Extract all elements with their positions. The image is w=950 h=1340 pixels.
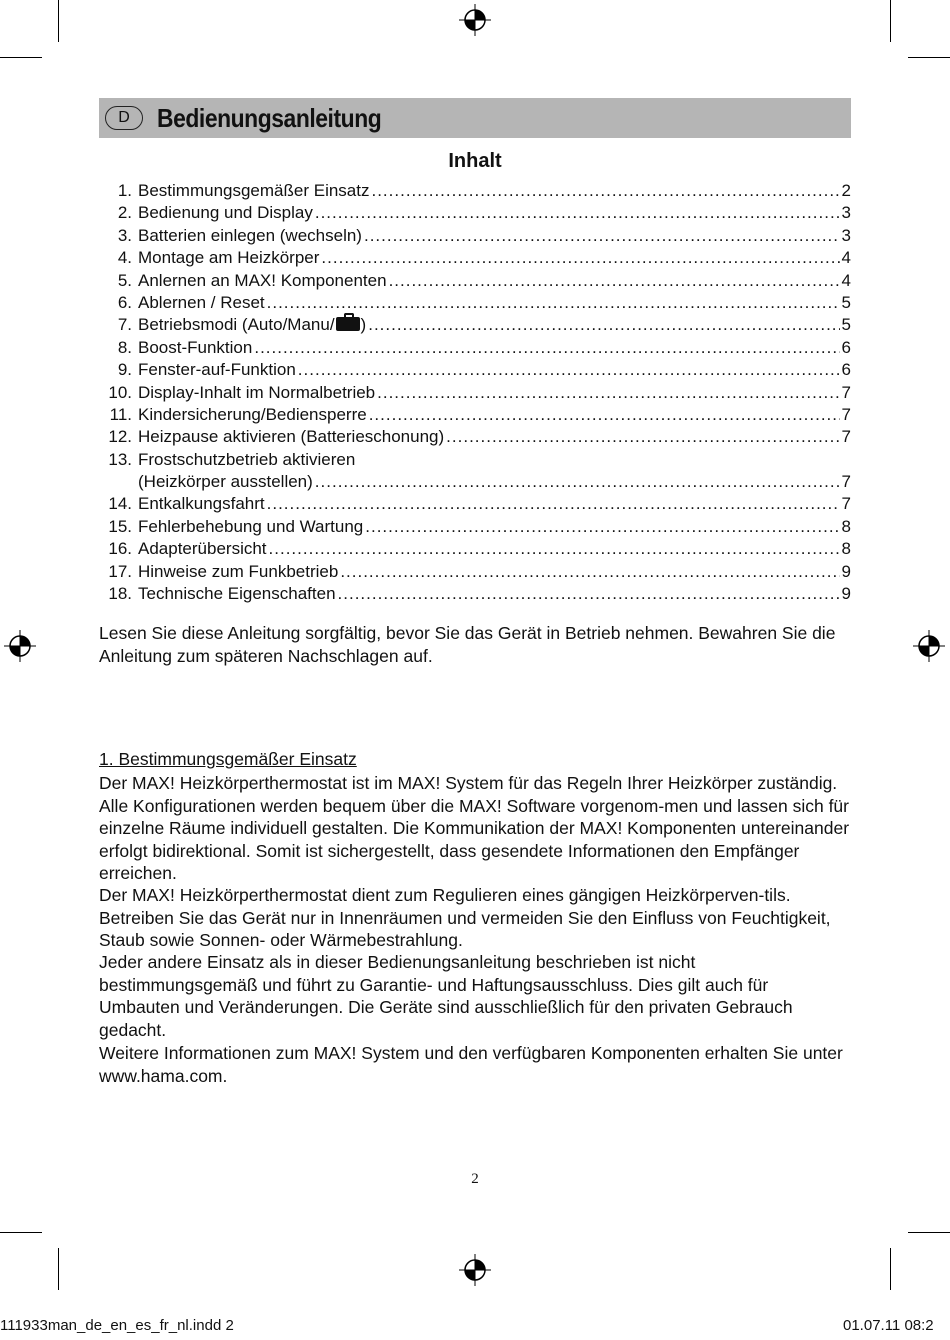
- section-paragraph: Der MAX! Heizkörperthermostat dient zum Regulieren eines gängigen Heizkörperven-tils. Betreiben Sie das Gerät nur in Innenräumen und vermeiden Sie den Einfluss von Feuchtigkeit, Staub sowie Sonnen- oder Wärmebestrahlung.: [99, 885, 831, 950]
- toc-leader-dots: [340, 561, 839, 583]
- section-paragraph: Der MAX! Heizkörperthermostat ist im MAX! System für das Regeln Ihrer Heizkörper zuständig. Alle Konfigurationen werden bequem über die MAX! Software vorgenom-men und lassen sich für einzelne Räume individuell gestalten. Die Kommunikation der MAX! Komponenten untereinander erfolgt bidirektional. Somit ist sichergestellt, dass gesendete Informationen den Empfänger erreichen.: [99, 773, 850, 883]
- toc-entry-page: 7: [841, 494, 851, 514]
- crop-mark: [890, 0, 891, 42]
- toc-entry-page: 6: [841, 360, 851, 380]
- crop-mark: [908, 1232, 950, 1233]
- toc-entry-title: Batterien einlegen (wechseln): [138, 225, 362, 245]
- crop-mark: [890, 1248, 891, 1290]
- crop-mark: [58, 0, 59, 42]
- toc-leader-dots: [267, 292, 840, 314]
- toc-entry-title: Ablernen / Reset: [138, 292, 265, 312]
- toc-entry-title: Frostschutzbetrieb aktivieren: [138, 449, 356, 469]
- toc-entry-number: 12.: [108, 427, 132, 447]
- toc-entry-title: Bedienung und Display: [138, 203, 313, 223]
- toc-entry: [99, 314, 851, 336]
- toc-entry: [99, 292, 851, 314]
- toc-entry: [99, 449, 851, 471]
- toc-entry: [99, 270, 851, 292]
- toc-leader-dots: [298, 359, 840, 381]
- toc-entry: [99, 202, 851, 224]
- toc-leader-dots: [254, 337, 839, 359]
- toc-leader-dots: [365, 516, 839, 538]
- registration-mark-icon: [4, 630, 36, 662]
- toc-entry-page: 4: [841, 248, 851, 268]
- toc-entry-page: 6: [841, 337, 851, 357]
- toc-entry: [99, 359, 851, 381]
- toc-entry-title: Anlernen an MAX! Komponenten: [138, 270, 387, 290]
- toc-entry-number: 13.: [108, 449, 132, 469]
- toc-entry-title: Adapterübersicht: [138, 539, 267, 559]
- toc-entry-title: [138, 314, 366, 336]
- toc-entry-page: 7: [841, 472, 851, 492]
- registration-mark-icon: [459, 1254, 491, 1286]
- toc-entry-number: 4.: [117, 248, 132, 268]
- print-slug-filename: 111933man_de_en_es_fr_nl.indd 2: [0, 1317, 234, 1334]
- manual-title: Bedienungsanleitung: [157, 102, 382, 133]
- toc-leader-dots: [267, 493, 840, 515]
- toc-entry-title: Kindersicherung/Bediensperre: [138, 404, 367, 424]
- suitcase-icon: [336, 317, 360, 331]
- toc-entry-title: (Heizkörper ausstellen): [138, 472, 313, 492]
- toc-entry: [99, 225, 851, 247]
- toc-entry-number: 10.: [108, 382, 132, 402]
- section-paragraph: Weitere Informationen zum MAX! System und den verfügbaren Komponenten erhalten Sie unter www.hama.com.: [99, 1043, 843, 1086]
- toc-entry-number: 2.: [117, 203, 132, 223]
- toc-entry-page: 3: [841, 203, 851, 223]
- toc-leader-dots: [377, 382, 839, 404]
- toc-entry-number: 14.: [108, 494, 132, 514]
- toc-entry: [99, 493, 851, 515]
- toc-entry-number: 3.: [117, 225, 132, 245]
- crop-mark: [0, 57, 42, 58]
- toc-entry-title: Display-Inhalt im Normalbetrieb: [138, 382, 376, 402]
- toc-entry-number: 1.: [117, 181, 132, 200]
- toc-entry-continuation: [99, 471, 851, 493]
- toc-entry-title: Boost-Funktion: [138, 337, 253, 357]
- crop-mark: [908, 57, 950, 58]
- toc-entry: [99, 337, 851, 359]
- toc-entry-title: Entkalkungsfahrt: [138, 494, 265, 514]
- crop-mark: [0, 1232, 42, 1233]
- toc-entry-number: 8.: [117, 337, 132, 357]
- toc-leader-dots: [446, 426, 839, 448]
- toc-entry-title-part: ): [360, 315, 367, 335]
- toc-leader-dots: [364, 225, 840, 247]
- toc-leader-dots: [315, 202, 840, 224]
- print-slug-date: 01.07.11 08:2: [843, 1317, 934, 1334]
- language-badge: D: [105, 106, 143, 130]
- toc-leader-dots: [269, 538, 840, 560]
- toc-entry: [99, 516, 851, 538]
- toc-leader-dots: [371, 180, 839, 202]
- toc-entry-page: 5: [841, 315, 851, 335]
- toc-entry-number: 6.: [117, 292, 132, 312]
- toc-entry: [99, 404, 851, 426]
- toc-entry-title: Technische Eigenschaften: [138, 584, 336, 604]
- toc-entry-title: Fehlerbehebung und Wartung: [138, 516, 364, 536]
- toc-leader-dots: [315, 471, 840, 493]
- toc-entry: [99, 247, 851, 269]
- intro-paragraph: Lesen Sie diese Anleitung sorgfältig, bevor Sie das Gerät in Betrieb nehmen. Bewahren Sie die Anleitung zum späteren Nachschlagen auf.: [99, 623, 836, 666]
- toc-entry-number: 5.: [117, 270, 132, 290]
- toc-entry-page: 7: [841, 427, 851, 447]
- toc-entry-title: Fenster-auf-Funktion: [138, 360, 296, 380]
- toc-entry-page: 9: [841, 584, 851, 604]
- toc-entry: [99, 382, 851, 404]
- toc-entry-page: 8: [841, 516, 851, 536]
- toc-entry-page: 9: [841, 561, 851, 581]
- toc-entry: [99, 583, 851, 605]
- toc-entry: [99, 538, 851, 560]
- toc-entry-number: 15.: [108, 516, 132, 536]
- toc-entry-title: Bestimmungsgemäßer Einsatz: [138, 181, 370, 200]
- section-paragraph: Jeder andere Einsatz als in dieser Bedienungsanleitung beschrieben ist nicht bestimmungsgemäß und führt zu Garantie- und Haftungsausschluss. Dies gilt auch für Umbauten und Veränderungen. Die Geräte sind ausschließlich für den privaten Gebrauch gedacht.: [99, 952, 793, 1040]
- toc-entry: [99, 561, 851, 583]
- toc-entry: [99, 180, 851, 202]
- toc-entry-number: 9.: [117, 360, 132, 380]
- toc-entry-title: Hinweise zum Funkbetrieb: [138, 561, 339, 581]
- toc-leader-dots: [389, 270, 840, 292]
- toc-entry-number: 18.: [108, 584, 132, 604]
- toc-entry-number: 17.: [108, 561, 132, 581]
- registration-mark-icon: [459, 4, 491, 36]
- page-number: 2: [471, 1171, 479, 1187]
- toc-entry-page: 3: [841, 225, 851, 245]
- toc-entry-page: 7: [841, 382, 851, 402]
- toc-leader-dots: [369, 404, 840, 426]
- crop-mark: [58, 1248, 59, 1290]
- toc-heading: Inhalt: [448, 150, 502, 172]
- toc-leader-dots: [368, 314, 839, 336]
- table-of-contents: [99, 180, 851, 605]
- toc-entry-title: Heizpause aktivieren (Batterieschonung): [138, 427, 445, 447]
- toc-entry-page: 4: [841, 270, 851, 290]
- section-heading: 1. Bestimmungsgemäßer Einsatz: [99, 749, 357, 769]
- manual-header-bar: [99, 98, 851, 138]
- toc-entry-title: Montage am Heizkörper: [138, 248, 320, 268]
- toc-entry-page: 7: [841, 404, 851, 424]
- toc-entry: [99, 426, 851, 448]
- toc-entry-number: 11.: [109, 404, 132, 424]
- registration-mark-icon: [913, 630, 945, 662]
- toc-entry-number: 16.: [108, 539, 132, 559]
- toc-entry-page: 2: [841, 181, 851, 200]
- toc-entry-page: 5: [841, 292, 851, 312]
- toc-entry-page: 8: [841, 539, 851, 559]
- toc-leader-dots: [321, 247, 839, 269]
- toc-entry-title-part: Betriebsmodi (Auto/Manu/: [138, 315, 335, 335]
- toc-entry-number: 7.: [117, 315, 132, 335]
- toc-leader-dots: [338, 583, 840, 605]
